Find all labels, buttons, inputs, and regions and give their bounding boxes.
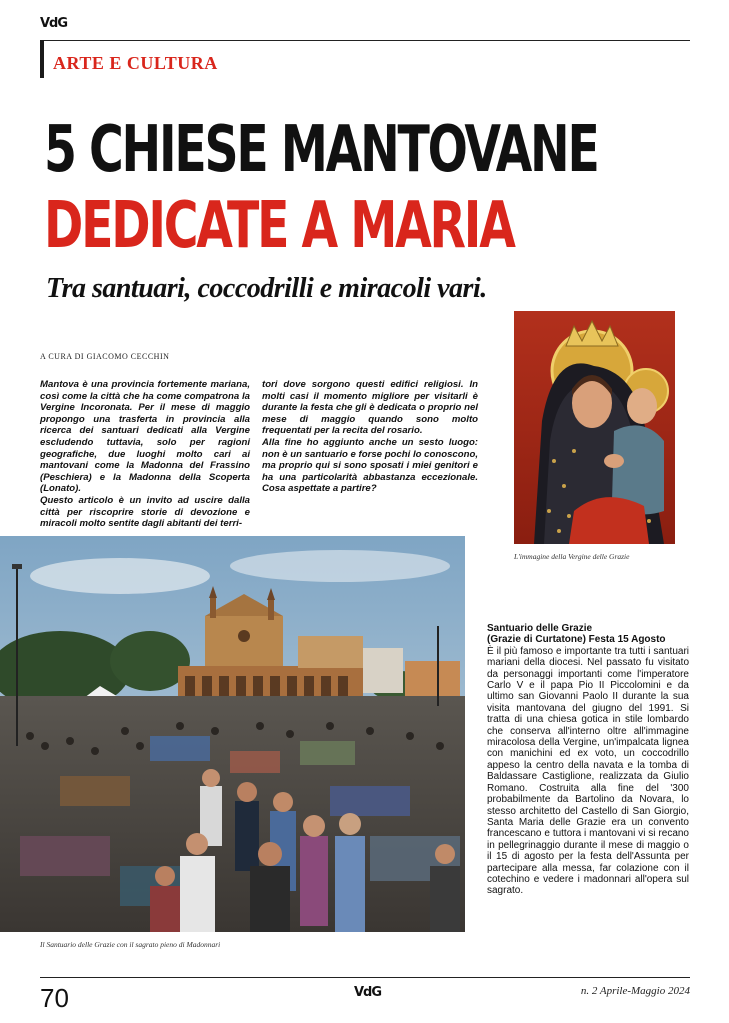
page-number: 70 [40, 983, 69, 1013]
article-subheading: (Grazie di Curtatone) Festa 15 Agosto [487, 634, 666, 646]
santuario-photo [0, 536, 465, 932]
magazine-logo: VdG [40, 16, 68, 31]
intro-paragraph: Alla fine ho aggiunto anche un sesto luogo: non è un santuario e forse pochi lo conoscono, ma proprio qui si sono sposati i miei genitori e ha una particolarità abbastanza eccezionale. Cosa aspettate a partire? [262, 436, 478, 495]
author-byline: A CURA DI GIACOMO CECCHIN [40, 352, 170, 361]
header-rule [40, 40, 690, 41]
footer-rule [40, 977, 690, 978]
article-heading: Santuario delle Grazie [487, 623, 593, 634]
intro-column-2 [262, 379, 478, 495]
intro-paragraph: Mantova è una provincia fortemente mariana, così come la città che ha come compatrona la Vergine Incoronata. Per il mese di maggio propongo una trasferta in provincia alla ricerca dei santuari dedicati alla Vergine escludendo tuttavia, solo per ragioni geografiche, due luoghi molto cari ai mantovani come la Madonna del Frassino (Peschiera) e la Madonna della Scoperta (Lonato). [40, 379, 250, 495]
issue-label: n. 2 Aprile-Maggio 2024 [580, 985, 690, 997]
article-body: È il più famoso e importante tra tutti i santuari mariani della diocesi. Nel passato fu visitato da personaggi importanti come l'imperatore Carlo V e il papa Pio II Piccolomini e da ultimo san Giovanni Paolo II durante la sua visita mantovana del giugno del 1991. Si tratta di una chiesa gotica in stile lombardo che conserva all'interno oltre all'immagine miracolosa della Vergine, un'impalcata lignea con manichini ed ex voto, un coccodrillo appeso la centro della navata e la tomba di Baldassare Castiglione, realizzata da Giulio Romano. Costruita alla fine del '300 probabilmente da Bartolino da Novara, lo stesso architetto del Castello di San Giorgio, Santa Maria delle Grazie era un convento francescano e tuttora i mantovani vi si recano in pellegrinaggio durante il mese di maggio o il 15 di agosto per la festa dell'Assunta per partecipare alla messa, far colazione con il cotechino e vedere i madonnari all'opera sul sagrato. [487, 645, 689, 897]
section-marker [40, 40, 44, 78]
title-line-1: 5 CHIESE MANTOVANE [44, 113, 598, 187]
virgin-painting-image [514, 311, 675, 544]
painting-caption: L'immagine della Vergine delle Grazie [514, 552, 630, 561]
intro-paragraph: Questo articolo è un invito ad uscire dalla città per riscoprire storie di devozione e miracoli molto sentite dagli abitanti dei terri- [40, 494, 250, 530]
intro-column-1 [40, 379, 250, 530]
section-label: ARTE E CULTURA [53, 53, 218, 73]
photo-caption: Il Santuario delle Grazie con il sagrato pieno di Madonnari [40, 940, 221, 949]
footer-logo: VdG [354, 985, 382, 1000]
santuario-article [487, 623, 689, 897]
title-line-2: DEDICATE A MARIA [44, 189, 514, 263]
subtitle: Tra santuari, coccodrilli e miracoli vari. [46, 273, 487, 304]
intro-paragraph: tori dove sorgono questi edifici religiosi. In molti casi il momento migliore per visitarli è durante la festa che gli è dedicata o proprio nel mese di maggio quando sono molto frequentati per la recita del rosario. [262, 379, 478, 437]
